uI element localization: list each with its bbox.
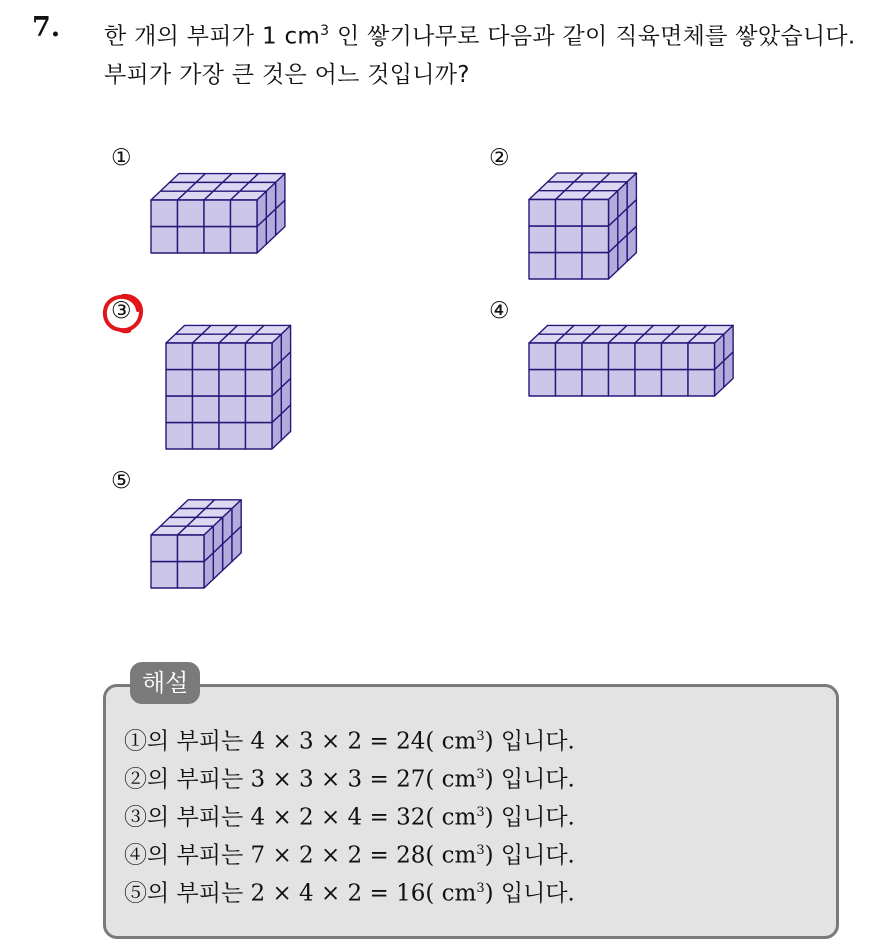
- cube-front-face: [556, 226, 583, 253]
- cube-front-face: [529, 253, 556, 280]
- cube-front-face: [635, 370, 662, 397]
- cube-front-face: [556, 343, 583, 370]
- cube-front-face: [219, 396, 246, 423]
- cube-front-face: [529, 200, 556, 227]
- cube-front-face: [529, 370, 556, 397]
- cube-front-face: [178, 200, 205, 227]
- cube-front-face: [166, 343, 193, 370]
- cube-front-face: [688, 370, 715, 397]
- cube-front-face: [556, 370, 583, 397]
- question-text-superscript: 3: [320, 23, 330, 39]
- cube-front-face: [178, 535, 205, 562]
- choice-label-1[interactable]: ①: [111, 145, 132, 171]
- question-number: 7.: [32, 12, 61, 43]
- cube-front-face: [193, 423, 220, 450]
- cube-front-face: [662, 343, 689, 370]
- cube-front-face: [246, 396, 273, 423]
- cube-front-face: [166, 370, 193, 397]
- cube-front-face: [556, 200, 583, 227]
- cube-front-face: [246, 370, 273, 397]
- cube-front-face: [582, 370, 609, 397]
- cube-front-face: [166, 396, 193, 423]
- cube-front-face: [151, 227, 178, 254]
- cube-front-face: [635, 343, 662, 370]
- cuboid-choice-2: [529, 173, 636, 279]
- cube-front-face: [231, 227, 258, 254]
- cube-front-face: [193, 343, 220, 370]
- cube-front-face: [219, 370, 246, 397]
- cube-front-face: [204, 200, 231, 227]
- cube-front-face: [204, 227, 231, 254]
- choice-label-3[interactable]: ③: [111, 298, 132, 324]
- cube-front-face: [151, 562, 178, 589]
- cube-front-face: [166, 423, 193, 450]
- cube-front-face: [246, 423, 273, 450]
- cube-front-face: [529, 343, 556, 370]
- explanation-line-3: ③의 부피는 4 × 2 × 4 = 32( $cm^3$) 입니다.: [124, 804, 575, 831]
- explanation-line-1: ①의 부피는 4 × 3 × 2 = 24( $cm^3$) 입니다.: [124, 728, 575, 755]
- cube-front-face: [556, 253, 583, 280]
- choice-label-2[interactable]: ②: [489, 145, 510, 171]
- cube-front-face: [151, 535, 178, 562]
- question-text-part2: 인 쌓기나무로 다음과 같이 직육면체를 쌓았습니다. 부피가 가장 큰 것은 어느 것입니까?: [104, 23, 856, 88]
- explanation-lines: [124, 722, 575, 912]
- cube-front-face: [178, 562, 205, 589]
- explanation-line-5: ⑤의 부피는 2 × 4 × 2 = 16( $cm^3$) 입니다.: [124, 880, 575, 907]
- cuboid-choice-1: [151, 174, 285, 253]
- cube-front-face: [609, 343, 636, 370]
- cube-front-face: [193, 396, 220, 423]
- cube-front-face: [193, 370, 220, 397]
- cuboid-choice-3: [166, 325, 291, 449]
- cube-front-face: [609, 370, 636, 397]
- question-text-part1: 한 개의 부피가 1 cm: [104, 23, 321, 50]
- cuboid-choice-4: [529, 325, 733, 396]
- cube-front-face: [662, 370, 689, 397]
- cube-front-face: [219, 343, 246, 370]
- cube-front-face: [231, 200, 258, 227]
- cube-front-face: [151, 200, 178, 227]
- explanation-line-4: ④의 부피는 7 × 2 × 2 = 28( $cm^3$) 입니다.: [124, 842, 575, 869]
- explanation-tag: 해설: [130, 662, 200, 704]
- cuboid-choice-5: [151, 500, 241, 588]
- cube-front-face: [582, 253, 609, 280]
- cube-front-face: [582, 226, 609, 253]
- choice-label-4[interactable]: ④: [489, 298, 510, 324]
- cube-front-face: [219, 423, 246, 450]
- explanation-line-2: ②의 부피는 3 × 3 × 3 = 27( $cm^3$) 입니다.: [124, 766, 575, 793]
- choice-label-5[interactable]: ⑤: [111, 468, 132, 494]
- cube-front-face: [178, 227, 205, 254]
- cube-front-face: [582, 200, 609, 227]
- cube-front-face: [582, 343, 609, 370]
- cube-front-face: [688, 343, 715, 370]
- cube-front-face: [246, 343, 273, 370]
- cube-front-face: [529, 226, 556, 253]
